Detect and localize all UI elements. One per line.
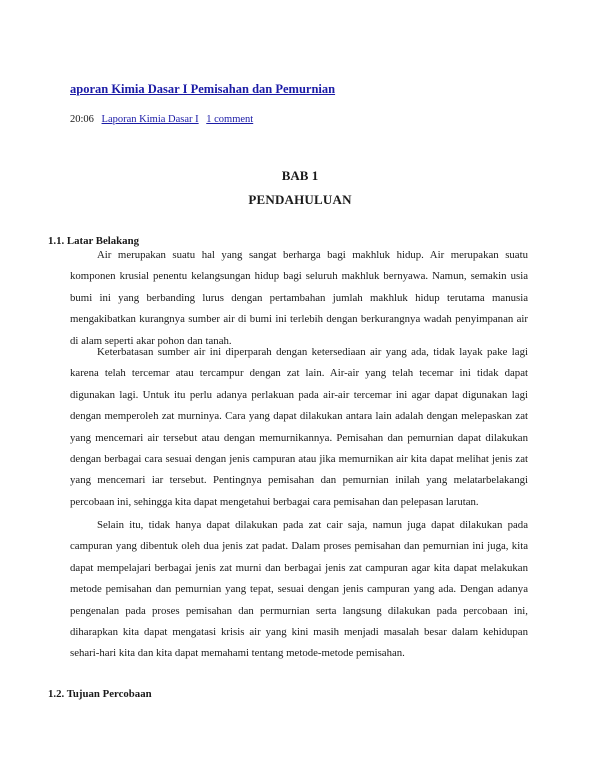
chapter-number: BAB 1 [281,168,319,183]
section-heading-latar-belakang: 1.1. Latar Belakang [48,235,139,247]
paragraph-1: Air merupakan suatu hal yang sangat berharga bagi makhluk hidup. Air merupakan suatu komponen krusial penentu kelangsungan hidup bagi seluruh makhluk bernyawa. Namun, semakin usia bumi ini yang berbanding lurus dengan pertambahan jumlah makhluk hidup terutama manusia mengakibatkan kurangnya sumber air di bumi ini terlebih dengan berkurangnya wadah penyimpanan air di alam seperti akar pohon dan tanah. [70,249,528,347]
paragraph-2: Keterbatasan sumber air ini diperparah dengan ketersediaan air yang ada, tidak layak pake lagi karena telah tercemar atau tercampur dengan zat lain. Air-air yang telah tecemar ini tidak dapat digunakan lagi. Untuk itu perlu adanya perlakuan pada air-air tercemar ini agar dapat digunakan lagi dengan memperoleh zat murninya. Cara yang dapat dilakukan antara lain adalah dengan melepaskan zat yang mencemari air tersebut atau dengan memurnikannya. Pemisahan dan pemurnian dapat dilakukan dengan berbagai cara sesuai dengan jenis campuran atau jika memurnikan air kita dapat melihat jenis zat yang mencemari iar tersebut. Pentingnya pemisahan dan pemurnian inilah yang melatarbelakangi percobaan ini, sehingga kita dapat mengetahui berbagai cara pemisahan dan pelepasan larutan. [70,346,528,508]
post-time: 20:06 [70,114,94,125]
post-meta [70,114,258,125]
post-title-link[interactable]: aporan Kimia Dasar I Pemisahan dan Pemurnian [70,82,336,96]
post-comments-link[interactable]: 1 comment [206,114,254,125]
section-heading-tujuan-percobaan: 1.2. Tujuan Percobaan [48,688,152,700]
chapter-title: PENDAHULUAN [248,192,352,207]
paragraph-3: Selain itu, tidak hanya dapat dilakukan pada zat cair saja, namun juga dapat dilakukan pada campuran yang dibentuk oleh dua jenis zat padat. Dalam proses pemisahan dan pemurnian ini juga, kita dapat mempelajari berbagai jenis zat murni dan berbagai jenis zat campuran agar kita dapat melakukan metode pemisahan dan pemurnian yang tepat, sesuai dengan jenis campuran yang ada. Dengan adanya pengenalan pada proses pemisahan dan permurnian serta langsung dilakukan pada percobaan ini, diharapkan kita dapat mengatasi krisis air yang kini masih menjadi masalah besar dalam kehidupan sehari-hari kita dan kita dapat memahami tentang metode-metode pemisahan. [70,519,528,660]
post-category-link[interactable]: Laporan Kimia Dasar I [101,114,199,125]
